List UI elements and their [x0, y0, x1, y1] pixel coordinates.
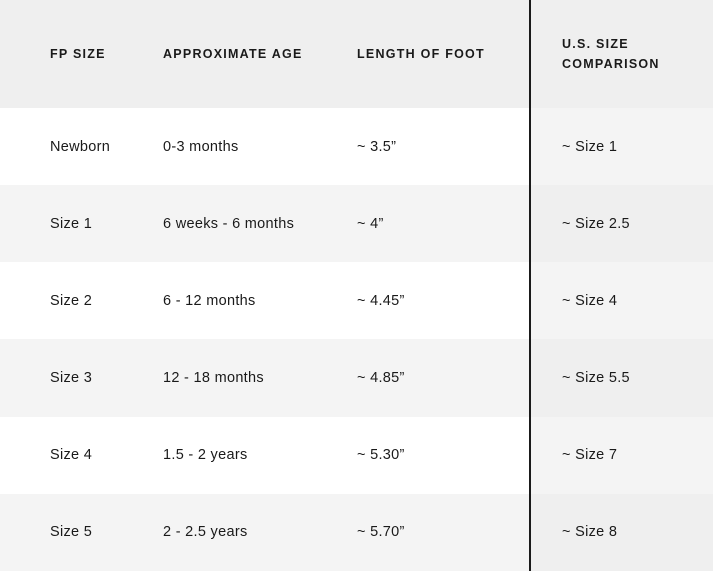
cell-approximate-age: 12 - 18 months [163, 339, 357, 416]
cell-us-size-comparison: ~ Size 1 [530, 108, 713, 185]
cell-length-of-foot: ~ 4.85” [357, 339, 530, 416]
cell-us-size-comparison: ~ Size 4 [530, 262, 713, 339]
cell-us-size-comparison: ~ Size 8 [530, 494, 713, 571]
cell-approximate-age: 2 - 2.5 years [163, 494, 357, 571]
cell-fp-size: Size 2 [0, 262, 163, 339]
cell-fp-size: Size 5 [0, 494, 163, 571]
cell-length-of-foot: ~ 4” [357, 185, 530, 262]
cell-us-size-comparison: ~ Size 2.5 [530, 185, 713, 262]
column-header-approximate-age: APPROXIMATE AGE [163, 0, 357, 108]
cell-fp-size: Size 3 [0, 339, 163, 416]
column-divider [529, 0, 531, 571]
column-header-us-size-comparison: U.S. SIZE COMPARISON [530, 0, 713, 108]
cell-length-of-foot: ~ 5.70” [357, 494, 530, 571]
cell-approximate-age: 1.5 - 2 years [163, 417, 357, 494]
cell-approximate-age: 0-3 months [163, 108, 357, 185]
table-row [0, 494, 713, 571]
cell-fp-size: Newborn [0, 108, 163, 185]
cell-approximate-age: 6 - 12 months [163, 262, 357, 339]
table-row [0, 185, 713, 262]
table-row [0, 339, 713, 416]
column-header-length-of-foot: LENGTH OF FOOT [357, 0, 530, 108]
cell-approximate-age: 6 weeks - 6 months [163, 185, 357, 262]
cell-length-of-foot: ~ 4.45” [357, 262, 530, 339]
cell-us-size-comparison: ~ Size 7 [530, 417, 713, 494]
table-row [0, 417, 713, 494]
cell-length-of-foot: ~ 5.30” [357, 417, 530, 494]
cell-us-size-comparison: ~ Size 5.5 [530, 339, 713, 416]
table-body [0, 108, 713, 571]
cell-fp-size: Size 1 [0, 185, 163, 262]
table-row [0, 108, 713, 185]
column-header-fp-size: FP SIZE [0, 0, 163, 108]
cell-length-of-foot: ~ 3.5” [357, 108, 530, 185]
cell-fp-size: Size 4 [0, 417, 163, 494]
header-row [0, 0, 713, 108]
table-row [0, 262, 713, 339]
table-header [0, 0, 713, 108]
